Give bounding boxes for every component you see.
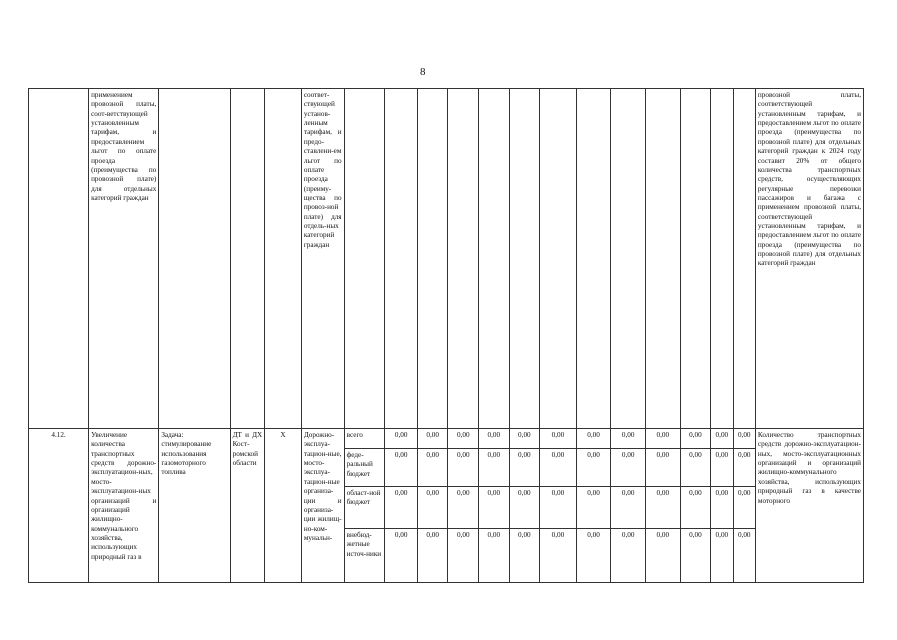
- cell-value: 0,00: [711, 529, 733, 583]
- cell-value: 0,00: [479, 429, 510, 449]
- table-row-continuation: [29, 89, 864, 429]
- cell-result-text: провозной платы, соответствующей установленным тарифам, и предоставлением льгот по оплате проезда (преимущества по провозной плате) для отдельных категорий граждан к 2024 году составит 20% от общего количества транспортных средств, осуществляющих регулярные перевозки пассажиров и багажа с применением провозной платы, соответствующей установленным тарифам, и предоставлением льгот по оплате проезда (преимущества по провозной плате) для отдельных категорий граждан: [755, 89, 863, 429]
- cell-value: 0,00: [540, 487, 577, 529]
- program-table: [28, 88, 864, 583]
- cell-value: 0,00: [385, 429, 418, 449]
- cell-value: 0,00: [576, 429, 611, 449]
- cell-value: 0,00: [385, 529, 418, 583]
- cell-source-label: всего: [344, 429, 385, 449]
- cell-number-blank: [29, 89, 89, 429]
- cell-value: 0,00: [448, 449, 479, 487]
- cell-value: 0,00: [576, 529, 611, 583]
- cell-value: 0,00: [509, 449, 540, 487]
- cell-value: 0,00: [576, 487, 611, 529]
- cell-value: 0,00: [479, 529, 510, 583]
- cell-value-blank: [448, 89, 479, 429]
- cell-source-blank: [344, 89, 385, 429]
- cell-executor: ДТ и ДХ Кост-ромской области: [230, 429, 265, 583]
- cell-value: 0,00: [448, 529, 479, 583]
- cell-value: 0,00: [417, 449, 448, 487]
- cell-indicator: Дорожно-эксплуа-тацион-ные, мосто-эксплуа-тацион-ные организа-ции и организа-ции жилищ-но-ком-мунальн-: [301, 429, 344, 583]
- cell-value-blank: [479, 89, 510, 429]
- cell-value: 0,00: [540, 529, 577, 583]
- cell-value: 0,00: [611, 449, 646, 487]
- cell-goal-text: применением провозной платы, соот-ветствующей установленным тарифам, и предоставлением льгот по оплате проезда (преимущества по провозной плате) для отдельных категорий граждан: [89, 89, 159, 429]
- cell-value: 0,00: [611, 529, 646, 583]
- cell-value: 0,00: [611, 487, 646, 529]
- cell-source-label: феде-ральный бюджет: [344, 449, 385, 487]
- cell-value: 0,00: [645, 449, 680, 487]
- cell-result: Количество транспортных средств дорожно-эксплуатацион-ных, мосто-эксплуатационных организаций и организаций жилищно-коммунального хозяйства, использующих природный газ в качестве моторного: [755, 429, 863, 583]
- cell-value: 0,00: [711, 429, 733, 449]
- cell-value: 0,00: [733, 487, 755, 529]
- cell-value: 0,00: [733, 449, 755, 487]
- table-row-4-12-total: [29, 429, 864, 449]
- cell-event: Увеличение количества транспортных средств дорожно-эксплуатацион-ных, мосто-эксплуатацион-ных организаций и организаций жилищно-коммунального хозяйства, использующих природный газ в: [89, 429, 159, 583]
- cell-value-blank: [385, 89, 418, 429]
- cell-value: 0,00: [645, 487, 680, 529]
- cell-value-blank: [733, 89, 755, 429]
- cell-source-label: внебюд-жетные источ-ники: [344, 529, 385, 583]
- cell-mark: X: [265, 429, 302, 583]
- cell-value: 0,00: [645, 429, 680, 449]
- page-number: 8: [420, 66, 426, 78]
- cell-value: 0,00: [385, 449, 418, 487]
- cell-task-blank: [159, 89, 230, 429]
- cell-value: 0,00: [680, 487, 711, 529]
- cell-value: 0,00: [733, 429, 755, 449]
- cell-row-number: 4.12.: [29, 429, 89, 583]
- cell-value: 0,00: [733, 529, 755, 583]
- cell-value: 0,00: [479, 487, 510, 529]
- cell-value: 0,00: [540, 449, 577, 487]
- cell-executor-blank: [230, 89, 265, 429]
- cell-value: 0,00: [680, 429, 711, 449]
- cell-indicator-text: соответ-ствующей установ-ленным тарифам, и предо-ставлени-ем льгот по оплате проезда (преиму-щества по провоз-ной плате) для отдель-ных категорий граждан: [301, 89, 344, 429]
- cell-value: 0,00: [680, 529, 711, 583]
- cell-value: 0,00: [417, 487, 448, 529]
- cell-value-blank: [645, 89, 680, 429]
- cell-value: 0,00: [711, 449, 733, 487]
- cell-source-label: област-ной бюджет: [344, 487, 385, 529]
- cell-value: 0,00: [479, 449, 510, 487]
- cell-task: Задача: стимулирование использования газомоторного топлива: [159, 429, 230, 583]
- cell-mark-blank: [265, 89, 302, 429]
- cell-value: 0,00: [509, 529, 540, 583]
- cell-value-blank: [576, 89, 611, 429]
- cell-value: 0,00: [509, 487, 540, 529]
- cell-value-blank: [611, 89, 646, 429]
- cell-value-blank: [417, 89, 448, 429]
- cell-value: 0,00: [540, 429, 577, 449]
- cell-value: 0,00: [417, 429, 448, 449]
- cell-value-blank: [711, 89, 733, 429]
- cell-value: 0,00: [385, 487, 418, 529]
- cell-value: 0,00: [645, 529, 680, 583]
- cell-value: 0,00: [711, 487, 733, 529]
- cell-value: 0,00: [448, 429, 479, 449]
- cell-value: 0,00: [576, 449, 611, 487]
- cell-value: 0,00: [509, 429, 540, 449]
- cell-value-blank: [509, 89, 540, 429]
- cell-value: 0,00: [417, 529, 448, 583]
- cell-value: 0,00: [448, 487, 479, 529]
- cell-value: 0,00: [680, 449, 711, 487]
- cell-value-blank: [540, 89, 577, 429]
- cell-value: 0,00: [611, 429, 646, 449]
- cell-value-blank: [680, 89, 711, 429]
